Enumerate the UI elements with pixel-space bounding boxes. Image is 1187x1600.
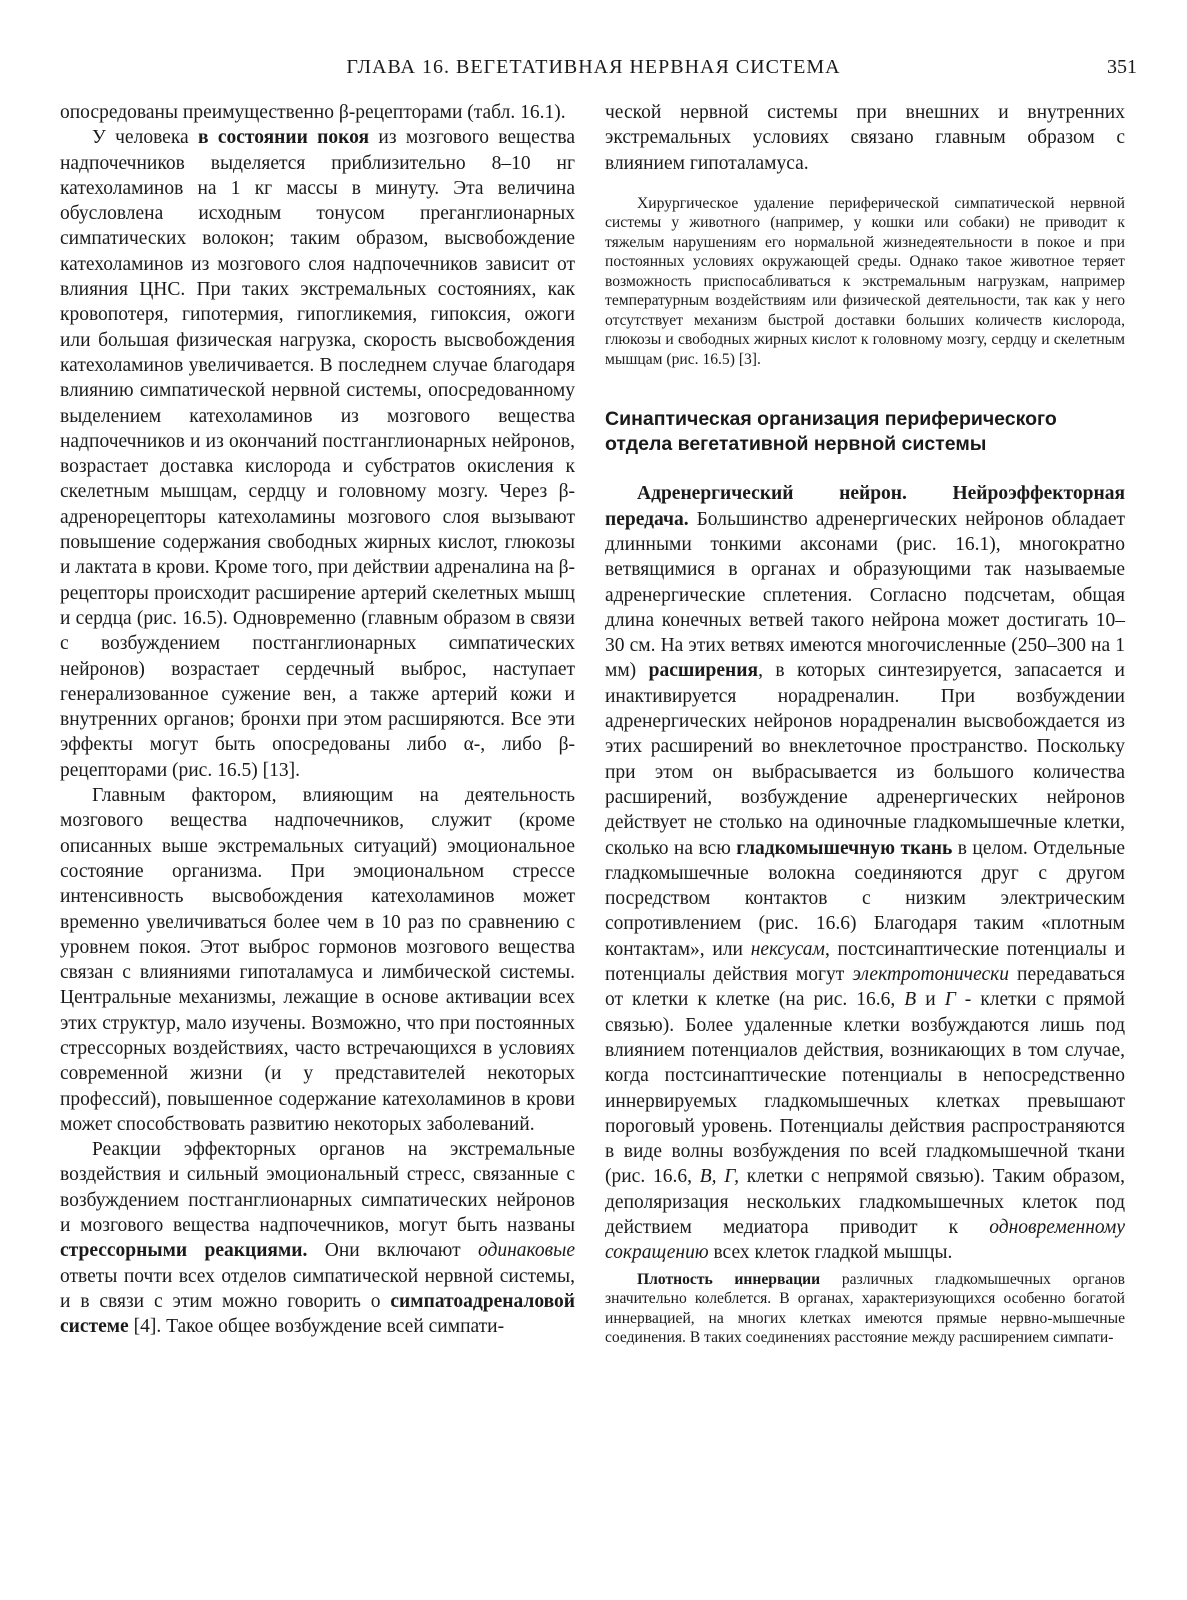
left-column (60, 100, 575, 1340)
bold-term: Плотность иннервации (637, 1270, 821, 1288)
text: всех клеток гладкой мышцы. (708, 1242, 953, 1264)
bold-term: в состоянии покоя (197, 127, 370, 149)
page-number: 351 (1107, 56, 1137, 78)
paragraph (605, 100, 1125, 176)
text: клетки с непрямой связью). Таким образом, деполяризация нескольких гладкомышечных клеток под действием медиатора приводит к (605, 1166, 1125, 1238)
bold-term: стрессорными реакциями. (60, 1240, 308, 1262)
text: Они включают (307, 1240, 478, 1262)
italic-term: В (904, 989, 917, 1011)
text: и (916, 989, 945, 1011)
text: в целом. Отдельные гладкомышечные волокна соединяются друг с другом посредством контактов с низким электрическим сопротивлением (рис. 16.6) Благодаря таким «плотным контактам», или (605, 837, 1125, 960)
text: Большинство адренергических нейронов обладает длинными тонкими аксонами (рис. 16.1), многократно ветвящимися в органах и образующими так называемые адренергические сплетения. Согласно подсчетам, общая длина конечных ветвей такого нейрона может достигать 10–30 см. На этих ветвях имеются многочисленные (250–300 на 1 мм) (605, 508, 1125, 682)
paragraph (60, 1137, 575, 1339)
bold-term: симпатоадреналовой системе (60, 1290, 575, 1338)
right-column (605, 100, 1125, 1348)
text: Главным фактором, влияющим на деятельность мозгового вещества надпочечников, служит (кроме описанных выше экстремальных ситуаций) эмоциональное состояние организма. При эмоциональном стрессе интенсивность высвобождения катехоламинов может временно увеличиваться более чем в 10 раз по сравнению с уровнем покоя. Этот выброс гормонов мозгового вещества связан с влияниями гипоталамуса и лимбической системы. Центральные механизмы, лежащие в основе активации всех этих структур, мало изучены. Возможно, что при постоянных стрессорных воздействиях, часто встречающихся в условиях современной жизни (и у представителей некоторых профессий), повышенное содержание катехоламинов в крови может способствовать развитию некоторых заболеваний. (60, 785, 575, 1135)
running-header (50, 54, 1137, 84)
text: [4]. Такое общее возбуждение всей симпати- (128, 1316, 505, 1338)
text: из мозгового вещества надпочечников выделяется приблизительно 8–10 нг катехоламинов на 1 кг массы в минуту. Эта величина обусловлена исходным тонусом преганглионарных симпатических волокон; таким образом, высвобождение катехоламинов из мозгового слоя надпочечников зависит от влияния ЦНС. При таких экстремальных состояниях, как кровопотеря, гипотермия, гипогликемия, гипоксия, ожоги или большая физическая нагрузка, скорость высвобождения катехоламинов увеличивается. В последнем случае благодаря влиянию симпатической нервной системы, опосредованному выделением катехоламинов из мозгового вещества надпочечников и из окончаний постганглионарных нейронов, возрастает доставка кислорода и субстратов окисления к скелетным мышцам, сердцу и головному мозгу. Через β-адренорецепторы катехоламины мозгового слоя вызывают повышение содержания свободных жирных кислот, глюкозы и лактата в крови. Кроме того, при действии адреналина на β-рецепторы происходит расширение артерий скелетных мышц и сердца (рис. 16.5). Одновременно (главным образом в связи с возбуждением постганглионарных симпатических нейронов) возрастает сердечный выброс, наступает генерализованное сужение вен, а также артерий кожи и внутренних органов; бронхи при этом расширяются. Все эти эффекты могут быть опосредованы либо α-, либо β-рецепторами (рис. 16.5) [13]. (60, 127, 575, 781)
italic-term: электротонически (852, 964, 1010, 986)
paragraph (60, 783, 575, 1137)
text: , постсинаптические потенциалы и потенциалы действия могут (605, 938, 1125, 986)
text: - клетки с прямой связью). Более удаленные клетки возбуждаются лишь под влиянием потенциалов действия, возникающих в том случае, когда постсинаптические потенциалы в непосредственно иннервируемых гладкомышечных клетках превышают пороговый уровень. Потенциалы действия распространяются в виде волны возбуждения по всей гладкомышечной ткани (рис. 16.6, (605, 989, 1125, 1188)
small-print-paragraph (605, 1270, 1125, 1348)
italic-term: нексусам (750, 938, 825, 960)
text: Реакции эффекторных органов на экстремальные воздействия и сильный эмоциональный стресс, связанные с возбуждением постганглионарных симпатических нейронов и мозгового вещества надпочечников, могут быть названы (60, 1139, 575, 1237)
paragraph (60, 125, 575, 783)
bold-term: расширения (648, 660, 759, 682)
text: У человека (92, 127, 198, 149)
paragraph (60, 100, 575, 125)
paragraph (605, 481, 1125, 1265)
small-print-paragraph (605, 194, 1125, 370)
text: различных гладкомышечных органов значительно колеблется. В органах, характеризующихся особенно богатой иннервацией, на многих клетках имеются прямые нервно-мышечные соединения. В таких соединениях расстояние между расширением симпати- (605, 1270, 1125, 1347)
bold-term: Адренергический нейрон. Нейроэффекторная передача. (605, 483, 1125, 530)
text: передаваться от клетки к клетке (на рис. 16.6, (605, 964, 1125, 1011)
text: Хирургическое удаление периферической симпатической нервной системы у животного (например, у кошки или собаки) не приводит к тяжелым нарушениям его нормальной жизнедеятельности в покое и при постоянных условиях окружающей среды. Однако такое животное теряет возможность приспосабливаться к экстремальным нагрузкам, например температурным воздействиям или физической деятельности, так как у него отсутствует механизм быстрой доставки больших количеств кислорода, глюкозы и свободных жирных кислот к головному мозгу, сердцу и скелетным мышцам (рис. 16.5) [3]. (605, 194, 1125, 368)
italic-term: Г (944, 989, 956, 1011)
section-heading: Синаптическая организация периферического отдела вегетативной нервной системы (605, 408, 1057, 456)
text: , в которых синтезируется, запасается и инактивируется норадреналин. При возбуждении адренергических нейронов норадреналин высвобождается из этих расширений во внеклеточное пространство. Поскольку при этом он выбрасывается из большого количества расширений, возбуждение адренергических нейронов действует не столько на одиночные гладкомышечные клетки, сколько на всю (605, 660, 1125, 859)
chapter-title: ГЛАВА 16. ВЕГЕТАТИВНАЯ НЕРВНАЯ СИСТЕМА (346, 56, 841, 78)
text: опосредованы преимущественно β-рецепторами (табл. 16.1). (60, 102, 566, 123)
italic-term: одновременному сокращению (605, 1217, 1125, 1264)
italic-term: одинаковые (478, 1240, 575, 1262)
text: ответы почти всех отделов симпатической нервной системы, и в связи с этим можно говорить о (60, 1265, 575, 1312)
text: ческой нервной системы при внешних и внутренних экстремальных условиях связано главным образом с влиянием гипоталамуса. (605, 102, 1125, 174)
bold-term: гладкомышечную ткань (736, 837, 953, 859)
italic-term: В, Г, (699, 1166, 740, 1188)
